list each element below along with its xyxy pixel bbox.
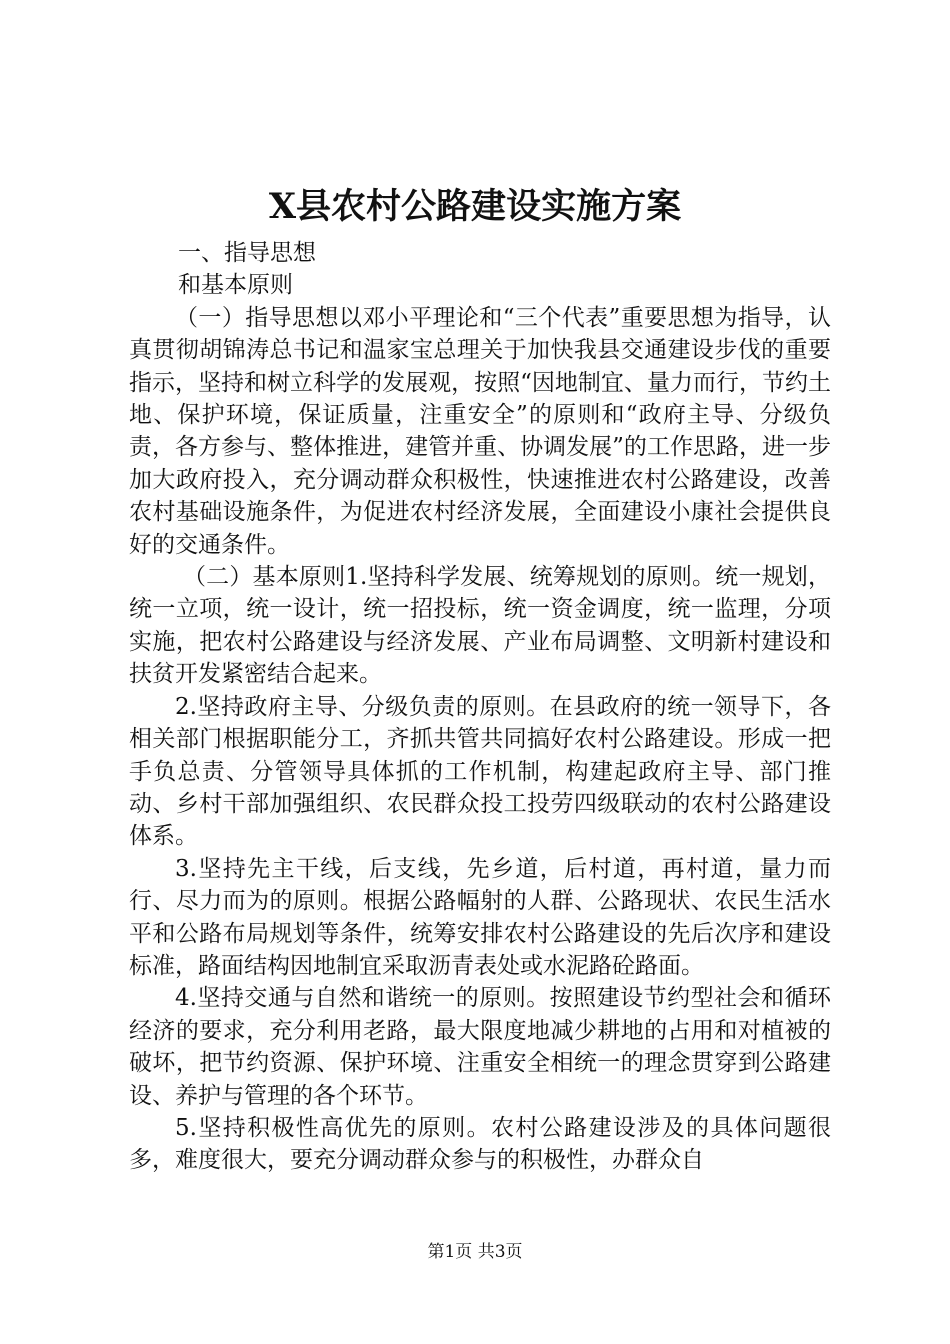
document-title: X县农村公路建设实施方案 <box>268 186 682 227</box>
paragraph-guiding-thought: （一）指导思想以邓小平理论和“三个代表”重要思想为指导，认真贯彻胡锦涛总书记和温家宝总理关于加快我县交通建设步伐的重要指示，坚持和树立科学的发展观，按照“因地制宜、量力而行，节约土地、保护环境，保证质量，注重安全”的原则和“政府主导、分级负责，各方参与、整体推进，建管并重、协调发展”的工作思路，进一步加大政府投入，充分调动群众积极性，快速推进农村公路建设，改善农村基础设施条件，为促进农村经济发展，全面建设小康社会提供良好的交通条件。 <box>129 304 831 558</box>
paragraph-principle-2: 2.坚持政府主导、分级负责的原则。在县政府的统一领导下，各相关部门根据职能分工，齐抓共管共同搞好农村公路建设。形成一把手负总责、分管领导具体抓的工作机制，构建起政府主导、部门推动、乡村干部加强组织、农民群众投工投劳四级联动的农村公路建设体系。 <box>129 693 831 850</box>
page-number-footer: 第1页 共3页 <box>427 1242 523 1262</box>
section-heading: 一、指导思想 <box>178 240 316 266</box>
paragraph-basic-principles: （二）基本原则1.坚持科学发展、统筹规划的原则。统一规划，统一立项，统一设计，统一招投标，统一资金调度，统一监理，分项实施，把农村公路建设与经济发展、产业布局调整、文明新村建设和扶贫开发紧密结合起来。 <box>129 564 831 688</box>
section-heading-continuation: 和基本原则 <box>178 272 293 299</box>
paragraph-principle-5: 5.坚持积极性高优先的原则。农村公路建设涉及的具体问题很多，难度很大，要充分调动群众参与的积极性，办群众自 <box>129 1114 831 1174</box>
document-body <box>129 237 831 1177</box>
paragraph-principle-4: 4.坚持交通与自然和谐统一的原则。按照建设节约型社会和循环经济的要求，充分利用老路，最大限度地减少耕地的占用和对植被的破坏，把节约资源、保护环境、注重安全相统一的理念贯穿到公路建设、养护与管理的各个环节。 <box>129 985 831 1109</box>
paragraph-principle-3: 3.坚持先主干线，后支线，先乡道，后村道，再村道，量力而行、尽力而为的原则。根据公路幅射的人群、公路现状、农民生活水平和公路布局规划等条件，统筹安排农村公路建设的先后次序和建设标准，路面结构因地制宜采取沥青表处或水泥路砼路面。 <box>129 855 831 979</box>
